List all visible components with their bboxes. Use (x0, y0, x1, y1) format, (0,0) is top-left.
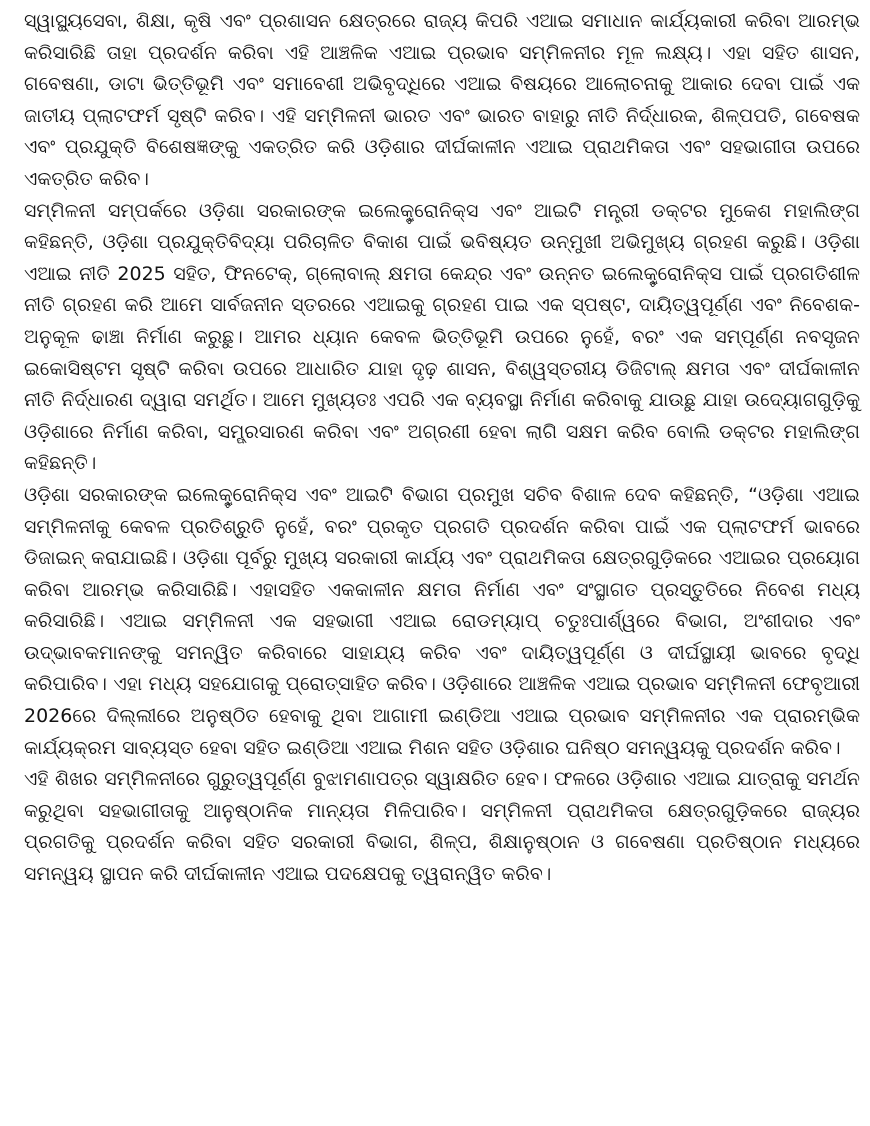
paragraph-mou-signing: ଏହି ଶିଖର ସମ୍ମିଳନୀରେ ଗୁରୁତ୍ୱପୂର୍ଣ୍ଣ ବୁଝାମଣାପତ୍ର ସ୍ୱାକ୍ଷରିତ ହେବ। ଫଳରେ ଓଡ଼ିଶାର ଏଆଇ ଯାତ୍ରାକୁ ସମର୍ଥନ କରୁଥିବା ସହଭାଗୀତାକୁ ଆନୁଷ୍ଠାନିକ ମାନ୍ୟତା ମିଳିପାରିବ। ସମ୍ମିଳନୀ ପ୍ରାଥମିକତା କ୍ଷେତ୍ରଗୁଡ଼ିକରେ ରାଜ୍ୟର ପ୍ରଗତିକୁ ପ୍ରଦର୍ଶନ କରିବା ସହିତ ସରକାରୀ ବିଭାଗ, ଶିଳ୍ପ, ଶିକ୍ଷାନୁଷ୍ଠାନ ଓ ଗବେଷଣା ପ୍ରତିଷ୍ଠାନ ମଧ୍ୟରେ ସମନ୍ୱୟ ସ୍ଥାପନ କରି ଦୀର୍ଘକାଳୀନ ଏଆଇ ପଦକ୍ଷେପକୁ ତ୍ୱରାନ୍ୱିତ କରିବ। (24, 768, 860, 886)
article-body (24, 6, 860, 891)
paragraph-minister-quote: ସମ୍ମିଳନୀ ସମ୍ପର୍କରେ ଓଡ଼ିଶା ସରକାରଙ୍କ ଇଲେକ୍ଟ୍ରୋନିକ୍ସ ଏବଂ ଆଇଟି ମନ୍ତ୍ରୀ ଡକ୍ଟର ମୁକେଶ ମହାଲିଙ୍ଗ କହିଛନ୍ତି, ଓଡ଼ିଶା ପ୍ରଯୁକ୍ତିବିଦ୍ୟା ପରିଚାଳିତ ବିକାଶ ପାଇଁ ଭବିଷ୍ୟତ ଉନ୍ମୁଖୀ ଅଭିମୁଖ୍ୟ ଗ୍ରହଣ କରୁଛି। ଓଡ଼ିଶା ଏଆଇ ନୀତି 2025 ସହିତ, ଫିନଟେକ୍, ଗ୍ଲୋବାଲ୍ କ୍ଷମତା କେନ୍ଦ୍ର ଏବଂ ଉନ୍ନତ ଇଲେକ୍ଟ୍ରୋନିକ୍ସ ପାଇଁ ପ୍ରଗତିଶୀଳ ନୀତି ଗ୍ରହଣ କରି ଆମେ ସାର୍ବଜନୀନ ସ୍ତରରେ ଏଆଇକୁ ଗ୍ରହଣ ପାଇ ଏକ ସ୍ପଷ୍ଟ, ଦାୟିତ୍ୱପୂର୍ଣ୍ଣ ଏବଂ ନିବେଶକ-ଅନୁକୂଳ ଢାଞ୍ଚା ନିର୍ମାଣ କରୁଛୁ। ଆମର ଧ୍ୟାନ କେବଳ ଭିତ୍ତିଭୂମି ଉପରେ ନୁହେଁ, ବରଂ ଏକ ସମ୍ପୂର୍ଣ୍ଣ ନବସୃଜନ ଇକୋସିଷ୍ଟମ ସୃଷ୍ଟି କରିବା ଉପରେ ଆଧାରିତ ଯାହା ଦୃଢ଼ ଶାସନ, ବିଶ୍ୱସ୍ତରୀୟ ଡିଜିଟାଲ୍ କ୍ଷମତା ଏବଂ ଦୀର୍ଘକାଳୀନ ନୀତି ନିର୍ଦ୍ଧାରଣ ଦ୍ୱାରା ସମର୍ଥିତ। ଆମେ ମୁଖ୍ୟତଃ ଏପରି ଏକ ବ୍ୟବସ୍ଥା ନିର୍ମାଣ କରିବାକୁ ଯାଉଛୁ ଯାହା ଉଦ୍ୟୋଗଗୁଡ଼ିକୁ ଓଡ଼ିଶାରେ ନିର୍ମାଣ କରିବା, ସମ୍ପ୍ରସାରଣ କରିବା ଏବଂ ଅଗ୍ରଣୀ ହେବା ଲାଗି ସକ୍ଷମ କରିବ ବୋଲି ଡକ୍ଟର ମହାଲିଙ୍ଗ କହିଛନ୍ତି। (24, 199, 860, 475)
paragraph-secretary-quote: ଓଡ଼ିଶା ସରକାରଙ୍କ ଇଲେକ୍ଟ୍ରୋନିକ୍ସ ଏବଂ ଆଇଟି ବିଭାଗ ପ୍ରମୁଖ ସଚିବ ବିଶାଳ ଦେବ କହିଛନ୍ତି, “ଓଡ଼ିଶା ଏଆଇ ସମ୍ମିଳନୀକୁ କେବଳ ପ୍ରତିଶ୍ରୁତି ନୁହେଁ, ବରଂ ପ୍ରକୃତ ପ୍ରଗତି ପ୍ରଦର୍ଶନ କରିବା ପାଇଁ ଏକ ପ୍ଲାଟଫର୍ମ ଭାବରେ ଡିଜାଇନ୍ କରାଯାଇଛି। ଓଡ଼ିଶା ପୂର୍ବରୁ ମୁଖ୍ୟ ସରକାରୀ କାର୍ଯ୍ୟ ଏବଂ ପ୍ରାଥମିକତା କ୍ଷେତ୍ରଗୁଡ଼ିକରେ ଏଆଇର ପ୍ରୟୋଗ କରିବା ଆରମ୍ଭ କରିସାରିଛି। ଏହାସହିତ ଏକକାଳୀନ କ୍ଷମତା ନିର୍ମାଣ ଏବଂ ସଂସ୍ଥାଗତ ପ୍ରସ୍ତୁତିରେ ନିବେଶ ମଧ୍ୟ କରିସାରିଛି। ଏଆଇ ସମ୍ମିଳନୀ ଏକ ସହଭାଗୀ ଏଆଇ ରୋଡମ୍ୟାପ୍ ଚତୁଃପାର୍ଶ୍ୱରେ ବିଭାଗ, ଅଂଶୀଦାର ଏବଂ ଉଦ୍ଭାବକମାନଙ୍କୁ ସମନ୍ୱିତ କରିବାରେ ସାହାଯ୍ୟ କରିବ ଏବଂ ଦାୟିତ୍ୱପୂର୍ଣ୍ଣ ଓ ଦୀର୍ଘସ୍ଥାୟୀ ଭାବରେ ବୃଦ୍ଧି କରିପାରିବ। ଏହା ମଧ୍ୟ ସହଯୋଗକୁ ପ୍ରୋତ୍ସାହିତ କରିବ। ଓଡ଼ିଶାରେ ଆଞ୍ଚଳିକ ଏଆଇ ପ୍ରଭାବ ସମ୍ମିଳନୀ ଫେବୃଆରୀ 2026ରେ ଦିଲ୍ଲୀରେ ଅନୁଷ୍ଠିତ ହେବାକୁ ଥିବା ଆଗାମୀ ଇଣ୍ଡିଆ ଏଆଇ ପ୍ରଭାବ ସମ୍ମିଳନୀର ଏକ ପ୍ରାରମ୍ଭିକ କାର୍ଯ୍ୟକ୍ରମ ସାବ୍ୟସ୍ତ ହେବା ସହିତ ଇଣ୍ଡିଆ ଏଆଇ ମିଶନ ସହିତ ଓଡ଼ିଶାର ଘନିଷ୍ଠ ସମନ୍ୱୟକୁ ପ୍ରଦର୍ଶନ କରିବ। (24, 483, 860, 759)
cropped-glyph-tops (40, 1118, 560, 1124)
cropped-next-line (0, 1116, 870, 1126)
paragraph-summit-goal: ସ୍ୱାସ୍ଥ୍ୟସେବା, ଶିକ୍ଷା, କୃଷି ଏବଂ ପ୍ରଶାସନ କ୍ଷେତ୍ରରେ ରାଜ୍ୟ କିପରି ଏଆଇ ସମାଧାନ କାର୍ଯ୍ୟକାରୀ କରିବା ଆରମ୍ଭ କରିସାରିଛି ତାହା ପ୍ରଦର୍ଶନ କରିବା ଏହି ଆଞ୍ଚଳିକ ଏଆଇ ପ୍ରଭାବ ସମ୍ମିଳନୀର ମୂଳ ଲକ୍ଷ୍ୟ। ଏହା ସହିତ ଶାସନ, ଗବେଷଣା, ଡାଟା ଭିତ୍ତିଭୂମି ଏବଂ ସମାବେଶୀ ଅଭିବୃଦ୍ଧିରେ ଏଆଇ ବିଷୟରେ ଆଲୋଚନାକୁ ଆକାର ଦେବା ପାଇଁ ଏକ ଜାତୀୟ ପ୍ଲାଟଫର୍ମ ସୃଷ୍ଟି କରିବ। ଏହି ସମ୍ମିଳନୀ ଭାରତ ଏବଂ ଭାରତ ବାହାରୁ ନୀତି ନିର୍ଦ୍ଧାରକ, ଶିଳ୍ପପତି, ଗବେଷକ ଏବଂ ପ୍ରଯୁକ୍ତି ବିଶେଷଜ୍ଞଙ୍କୁ ଏକତ୍ରିତ କରି ଓଡ଼ିଶାର ଦୀର୍ଘକାଳୀନ ଏଆଇ ପ୍ରାଥମିକତା ଏବଂ ସହଭାଗୀତା ଉପରେ ଏକତ୍ରିତ କରିବ। (24, 10, 860, 190)
